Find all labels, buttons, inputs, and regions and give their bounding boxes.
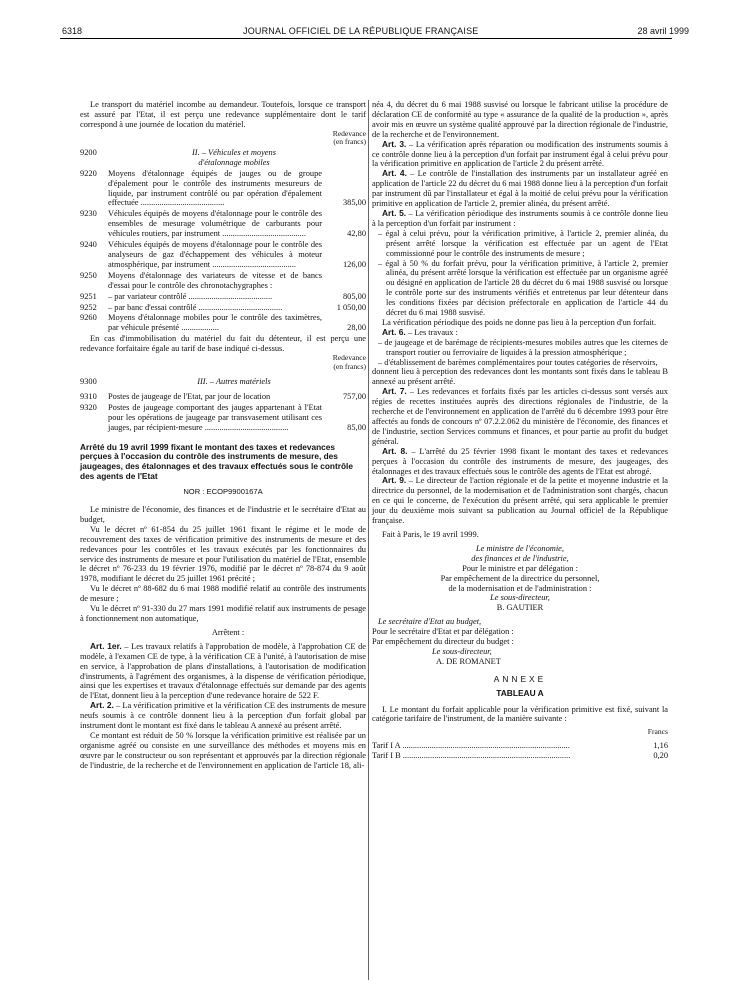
visa-1: Vu le décret nº 61-854 du 25 juillet 1961 fixant le régime et le mode de recouvrement des taxes de vérification primitive des instruments de mesure et des redevances pour les contrôles et les travaux exécutés par les fonctionnaires du service des instruments de mesure et pour l'utilisation du matériel de l'Etat, ensemble le décret nº 76-233 du 19 février 1976, modifié par le décret nº 78-874 du 9 août 1978, modifiant le décret du 25 juillet 1961 précité ; bbox=[80, 524, 366, 584]
journal-title: JOURNAL OFFICIEL DE LA RÉPUBLIQUE FRANÇAISE bbox=[243, 26, 479, 36]
article-label: Art. 6. bbox=[382, 326, 406, 337]
visa-2: Vu le décret nº 88-682 du 6 mai 1988 modifié relatif au contrôle des instruments de mesure ; bbox=[80, 584, 366, 604]
section-3-rows bbox=[80, 392, 366, 433]
tariff-row bbox=[80, 209, 366, 239]
tableau-a-heading: TABLEAU A bbox=[496, 687, 544, 698]
arretent: Arrêtent : bbox=[211, 627, 245, 637]
issue-date: 28 avril 1999 bbox=[637, 26, 689, 36]
signature-delegation: Pour le ministre et par délégation : bbox=[462, 563, 578, 573]
article-8 bbox=[372, 447, 668, 477]
article-9 bbox=[372, 476, 668, 526]
section-2-heading bbox=[80, 148, 366, 168]
section-2-rows bbox=[80, 169, 366, 334]
section-title bbox=[108, 148, 366, 168]
tarif-label: Tarif I A ................................................................................ bbox=[372, 740, 570, 750]
tariff-code: 9252 bbox=[80, 302, 97, 312]
tariff-amount: 757,00 bbox=[342, 392, 366, 402]
tariff-description: Moyens d'étalonnage des variateurs de vitesse et de bancs d'essai pour le contrôle des chronotachygraphes : bbox=[108, 270, 322, 290]
section-title-line1: II. – Véhicules et moyens bbox=[192, 147, 276, 157]
article-4 bbox=[372, 169, 668, 209]
signature-empechement-2: de la modernisation et de l'administration : bbox=[448, 583, 592, 593]
intro-paragraph: Le transport du matériel incombe au demandeur. Toutefois, lorsque ce transport est assuré par l'Etat, il est perçu une redevance supplémentaire dont le tarif correspond à une journée de location du matériel. bbox=[80, 100, 366, 129]
article-text: – La vérification après réparation ou modification des instruments soumis à ce contrôle donne lieu à la perception d'un forfait par instrument égal à celui prévu pour la vérification primitive en application de l'article 2 du présent arrêté. bbox=[372, 139, 668, 169]
preamble: Le ministre de l'économie, des finances et de l'industrie et le secrétaire d'Etat au budget, bbox=[80, 505, 366, 524]
article-label: Art. 7. bbox=[382, 386, 407, 397]
tariff-amount: 1 050,00 bbox=[336, 302, 366, 312]
redevance-label: Redevance bbox=[332, 128, 366, 138]
signature-budget-empechement: Par empêchement du directeur du budget : bbox=[372, 637, 514, 647]
tariff-row bbox=[80, 169, 366, 209]
article-text: – La vérification périodique des instruments soumis à ce contrôle donne lieu à la perception d'un forfait par instrument : bbox=[372, 208, 668, 228]
signature-title-2: des finances et de l'industrie, bbox=[471, 553, 569, 563]
tarif-value: 1,16 bbox=[653, 740, 668, 750]
fait-a-paris: Fait à Paris, le 19 avril 1999. bbox=[382, 529, 479, 539]
tariff-code: 9251 bbox=[80, 291, 97, 301]
right-column bbox=[372, 100, 668, 761]
tariff-code: 9230 bbox=[80, 209, 97, 219]
signature-budget-sous-directeur: Le sous-directeur, bbox=[432, 646, 492, 656]
column-divider bbox=[368, 100, 369, 980]
tariff-row bbox=[80, 303, 366, 313]
article-3 bbox=[372, 140, 668, 170]
article-label: Art. 5. bbox=[382, 207, 407, 218]
article-text: – Les travaux relatifs à l'approbation de modèle, à l'approbation CE de modèle, à l'examen CE de type, à la vérification CE à l'unité, à l'autorisation de mise en service, à l'approbation de plans d'installations, à l'autorisation de modification d'instruments, à l'agrément des organismes, à la dispense de vérification périodique, ainsi que les expertises et travaux d'étalonnage effectués sur demande par des agents de l'Etat, donnent lieu à la perception d'une redevance horaire de 522 F. bbox=[80, 641, 366, 701]
tariff-row bbox=[80, 271, 366, 291]
tariff-description: Postes de jaugeage de l'Etat, par jour de location bbox=[108, 392, 271, 402]
article-5 bbox=[372, 209, 668, 229]
signature-sous-directeur: Le sous-directeur, bbox=[490, 593, 550, 603]
article-text: – Le contrôle de l'installation des instruments par un installateur agréé en application de l'article 22 du décret du 6 mai 1988 donne lieu à la perception d'un forfait par instrument dû par l'installateur et égal à la moitié de celui prévu pour la vérification primitive en application de l'article 2, premier alinéa, du présent arrêté. bbox=[372, 169, 668, 209]
tariff-description: Moyens d'étalonnage équipés de jauges ou de groupe d'épalement pour le contrôle des instruments mesureurs de liquide, par instrument contrôlé ou par opération d'épalement effectuée ........................................ bbox=[108, 168, 322, 208]
francs-unit: Francs bbox=[647, 727, 668, 737]
signature-budget-delegation: Pour le secrétaire d'Etat et par délégation : bbox=[372, 627, 514, 637]
article-1 bbox=[80, 642, 366, 701]
page-number: 6318 bbox=[62, 26, 83, 36]
signature-title-1: Le ministre de l'économie, bbox=[475, 543, 564, 553]
tariff-code: 9250 bbox=[80, 270, 97, 280]
tariff-description: Moyens d'étalonnage mobiles pour le contrôle des taximètres, par véhicule présenté .................. bbox=[108, 313, 322, 333]
article-label: Art. 3. bbox=[382, 138, 407, 149]
tarif-value: 0,20 bbox=[653, 750, 668, 760]
article-5-dash-2: – égal à 50 % du forfait prévu, pour la vérification primitive, à l'article 2, premier alinéa, du présent arrêté lorsque la vérification est effectuée par un organisme agréé ou désigné en application de l'article 28 du décret du 6 mai 1988 susvisé ou lorsque le contrôle porte sur des instruments vérifiés et entretenus par leur détenteur dans les conditions fixées par décision préfectorale en application de l'article 44 du décret du 6 mai 1988 susvisé. bbox=[378, 258, 668, 318]
tariff-amount: 126,00 bbox=[342, 259, 366, 269]
nor-reference: NOR : ECOP9900167A bbox=[183, 487, 263, 497]
redevance-unit: (en francs) bbox=[333, 137, 366, 147]
tariff-amount: 85,00 bbox=[347, 422, 366, 432]
article-text: – La vérification primitive et la vérification CE des instruments de mesure neufs soumis à ce contrôle donnent lieu à la perception d'un forfait global par instrument dont le montant est fixé dans le tableau A annexé au présent arrêté. bbox=[80, 701, 366, 731]
tariff-amount: 385,00 bbox=[342, 198, 366, 208]
section-code: 9200 bbox=[80, 147, 97, 157]
tariff-description: Postes de jaugeage comportant des jauges appartenant à l'Etat pour les opérations de jaugeage par transvasement utilisant ces jauges, par récipient-mesure ........................................ bbox=[108, 403, 322, 432]
arrete-title: Arrêté du 19 avril 1999 fixant le montant des taxes et redevances perçues à l'occasion du contrôle des instruments de mesure, des jaugeages, des étalonnages et des travaux effectués sous le contrôle des agents de l'Etat bbox=[80, 441, 353, 481]
immobilisation-paragraph: En cas d'immobilisation du matériel du fait du détenteur, il est perçu une redevance forfaitaire égale au tarif de base indiqué ci-dessus. bbox=[80, 334, 366, 354]
tariff-code: 9220 bbox=[80, 168, 97, 178]
tariff-row bbox=[80, 392, 366, 402]
article-text: – L'arrêté du 25 février 1998 fixant le montant des taxes et redevances perçues à l'occasion du contrôle des instruments de mesure, des jaugeages, des étalonnages et des travaux effectués sous le contrôle des agents de l'Etat est abrogé. bbox=[372, 446, 668, 476]
section-title-line2: d'étalonnage mobiles bbox=[198, 157, 270, 167]
article-label: Art. 4. bbox=[382, 168, 407, 179]
header-rule bbox=[60, 38, 672, 39]
tariff-description: – par banc d'essai contrôlé ........................................ bbox=[108, 302, 283, 312]
tariff-amount: 28,00 bbox=[347, 323, 366, 333]
tariff-code: 9240 bbox=[80, 240, 97, 250]
tariff-amount: 42,80 bbox=[347, 229, 366, 239]
tariff-row bbox=[80, 240, 366, 270]
left-column bbox=[80, 100, 366, 771]
tariff-row bbox=[80, 403, 366, 433]
tarif-list bbox=[372, 741, 668, 761]
article-2-b: Ce montant est réduit de 50 % lorsque la vérification primitive est réalisée par un organisme agréé ou consiste en une surveillance des méthodes et moyens mis en œuvre par le constructeur ou son représentant et approuvés par la direction régionale de l'industrie, de la recherche et de l'environnement en application de l'article 18, ali- bbox=[80, 730, 366, 770]
tariff-row bbox=[80, 292, 366, 302]
article-6-dash-1: – de jaugeage et de barémage de récipients-mesures mobiles autres que les citernes de transport routier ou ferroviaire de liquides à la pression atmosphérique ; bbox=[378, 337, 668, 357]
redevance-label: Redevance bbox=[332, 353, 366, 363]
article-5-para: La vérification périodique des poids ne donne pas lieu à la perception d'un forfait. bbox=[382, 317, 657, 327]
section-3-heading bbox=[80, 377, 366, 387]
section-title: III. – Autres matériels bbox=[197, 377, 271, 387]
article-5-dash-1: – égal à celui prévu, pour la vérification primitive, à l'article 2, premier alinéa, du présent arrêté lorsque la vérification est effectuée par un agent de l'Etat commissionné pour le contrôle des instruments de mesure ; bbox=[378, 228, 668, 258]
signature-budget-title: Le secrétaire d'Etat au budget, bbox=[378, 617, 482, 627]
article-label: Art. 9. bbox=[382, 475, 407, 486]
visa-3: Vu le décret nº 91-330 du 27 mars 1991 modifié relatif aux instruments de pesage à fonctionnement non automatique, bbox=[80, 604, 366, 623]
tariff-code: 9310 bbox=[80, 392, 97, 402]
tariff-amount: 805,00 bbox=[342, 291, 366, 301]
tableau-a-intro: I. Le montant du forfait applicable pour la vérification primitive est fixé, suivant la catégorie tarifaire de l'instrument, de la manière suivante : bbox=[372, 704, 668, 724]
article-label: Art. 8. bbox=[382, 445, 408, 456]
article-6-dash-2: – d'établissement de barèmes complémentaires pour toutes catégories de réservoirs, bbox=[378, 357, 658, 367]
signatory-name-2: A. DE ROMANET bbox=[436, 656, 501, 666]
article-label: Art. 1er. bbox=[90, 640, 122, 651]
tarif-label: Tarif I B ................................................................................ bbox=[372, 750, 571, 760]
page-header bbox=[0, 0, 731, 40]
tariff-description: – par variateur contrôlé ........................................ bbox=[108, 291, 273, 301]
tariff-code: 9320 bbox=[80, 403, 97, 413]
tariff-code: 9260 bbox=[80, 313, 97, 323]
article-text: – Les travaux : bbox=[405, 327, 458, 337]
article-7 bbox=[372, 387, 668, 446]
signatory-name: B. GAUTIER bbox=[496, 603, 544, 613]
tarif-row bbox=[372, 751, 668, 761]
tarif-row bbox=[372, 741, 668, 751]
redevance-header bbox=[80, 130, 366, 147]
section-code: 9300 bbox=[80, 377, 97, 387]
article-label: Art. 2. bbox=[90, 700, 114, 711]
continuation: néa 4, du décret du 6 mai 1988 susvisé ou lorsque le fabricant utilise la procédure de déclaration CE de conformité au type « assurance de la qualité de la production », après avoir mis en œuvre un système qualité approuvé par la direction régionale de l'industrie, de la recherche et de l'environnement. bbox=[372, 100, 668, 139]
article-2 bbox=[80, 701, 366, 731]
article-6 bbox=[372, 328, 668, 338]
redevance-header-2 bbox=[80, 354, 366, 371]
tariff-description: Véhicules équipés de moyens d'étalonnage pour le contrôle des analyseurs de gaz d'échappement des véhicules à moteur atmosphérique, par instrument ........................................ bbox=[108, 240, 322, 269]
tariff-row bbox=[80, 313, 366, 333]
redevance-unit: (en francs) bbox=[333, 361, 366, 371]
article-text: – Le directeur de l'action régionale et de la petite et moyenne industrie et la directrice du personnel, de la modernisation et de l'administration sont chargés, chacun en ce qui le concerne, de l'exécution du présent arrêté, qui sera applicable le premier jour du deuxième mois suivant sa publication au Journal officiel de la République française. bbox=[372, 476, 668, 526]
signature-empechement: Par empêchement de la directrice du personnel, bbox=[440, 573, 600, 583]
tariff-description: Véhicules équipés de moyens d'étalonnage pour le contrôle des ensembles de mesurage volumétrique de carburants pour véhicules routiers, par instrument ........................................ bbox=[108, 209, 322, 239]
article-6-para: donnent lieu à perception des redevances dont les montants sont fixés dans le tableau B annexé au présent arrêté. bbox=[372, 367, 668, 387]
article-text: – Les redevances et forfaits fixés par les articles ci-dessus sont versés aux régies de recettes instituées auprès des directions régionales de l'industrie, de la recherche et de l'environnement en application de l'arrêté du 6 décembre 1993 pour être affectés au fonds de concours nº 07.2.2.062 du ministère de l'économie, des finances et de l'industrie, section Services communs et finances, et pour partie au profit du budget général. bbox=[372, 387, 668, 446]
annexe-heading: ANNEXE bbox=[493, 673, 547, 684]
